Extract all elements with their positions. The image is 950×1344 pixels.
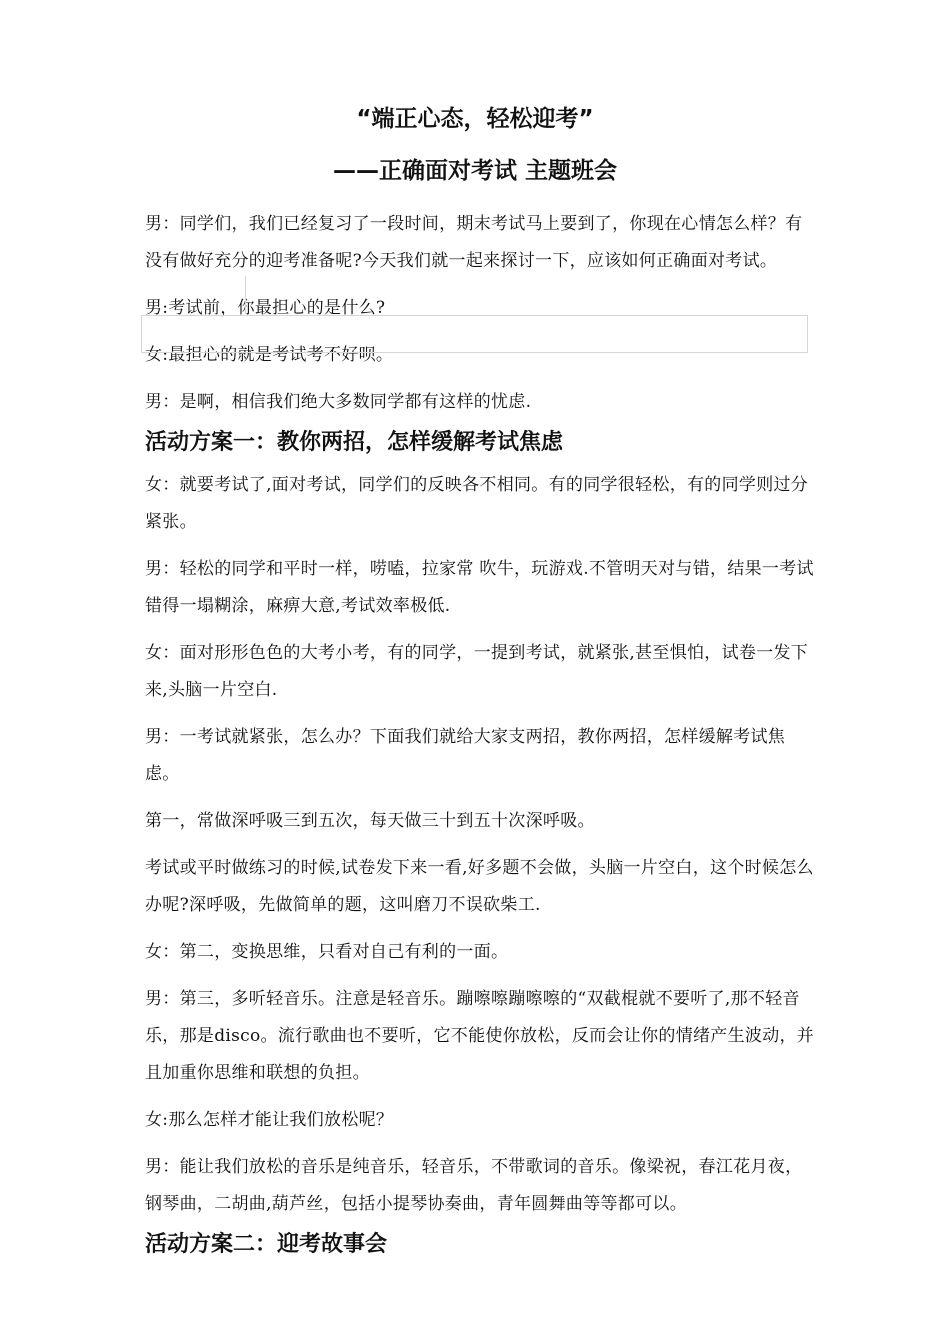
- paragraph-intro-3: 女:最担心的就是考试考不好呗。: [145, 345, 394, 365]
- section-heading-plan-1: 活动方案一：教你两招，怎样缓解考试焦虑: [145, 430, 564, 455]
- paragraph-plan1-1: 女：就要考试了,面对考试，同学们的反映各不相同。有的同学很轻松，有的同学则过分紧张。: [145, 475, 809, 532]
- paragraph-plan1-6: 考试或平时做练习的时候,试卷发下来一看,好多题不会做，头脑一片空白，这个时候怎么办呢?深呼吸，先做简单的题，这叫磨刀不误砍柴工.: [145, 858, 814, 915]
- paragraph-intro-2: 男:考试前，你最担心的是什么?: [145, 298, 386, 318]
- document-title: “端正心态，轻松迎考”: [356, 106, 594, 132]
- paragraph-plan1-10: 男：能让我们放松的音乐是纯音乐，轻音乐，不带歌词的音乐。像梁祝，春江花月夜，钢琴曲，二胡曲,葫芦丝，包括小提琴协奏曲，青年圆舞曲等等都可以。: [145, 1157, 803, 1214]
- paragraph-plan1-4: 男：一考试就紧张，怎么办？下面我们就给大家支两招，教你两招，怎样缓解考试焦虑。: [145, 727, 786, 784]
- paragraph-plan1-8: 男：第三，多听轻音乐。注意是轻音乐。蹦嚓嚓蹦嚓嚓的“双截棍就不要听了,那不轻音乐，那是disco。流行歌曲也不要听，它不能使你放松，反而会让你的情绪产生波动，并且加重你思维和联想的负担。: [145, 989, 815, 1083]
- paragraph-intro-1: 男：同学们，我们已经复习了一段时间，期末考试马上要到了，你现在心情怎么样？有没有做好充分的迎考准备呢?今天我们就一起来探讨一下，应该如何正确面对考试。: [145, 214, 803, 271]
- paragraph-plan1-9: 女:那么怎样才能让我们放松呢？: [145, 1110, 394, 1130]
- document-body: [145, 206, 817, 1263]
- paragraph-plan1-2: 男：轻松的同学和平时一样，唠嗑，拉家常 吹牛，玩游戏.不管明天对与错，结果一考试错得一塌糊涂，麻痹大意,考试效率极低.: [145, 559, 814, 616]
- text-box-border-vertical: [245, 276, 246, 314]
- text-box-border: [141, 315, 808, 353]
- paragraph-plan1-5: 第一，常做深呼吸三到五次，每天做三十到五十次深呼吸。: [145, 811, 595, 831]
- paragraph-intro-4: 男：是啊，相信我们绝大多数同学都有这样的忧虑.: [145, 392, 532, 412]
- document-subtitle: ——正确面对考试 主题班会: [332, 158, 617, 184]
- paragraph-plan1-3: 女：面对形形色色的大考小考，有的同学，一提到考试，就紧张,甚至惧怕，试卷一发下来,头脑一片空白.: [145, 643, 809, 700]
- paragraph-plan1-7: 女：第二，变换思维，只看对自己有利的一面。: [145, 942, 509, 962]
- section-heading-plan-2: 活动方案二：迎考故事会: [145, 1232, 388, 1257]
